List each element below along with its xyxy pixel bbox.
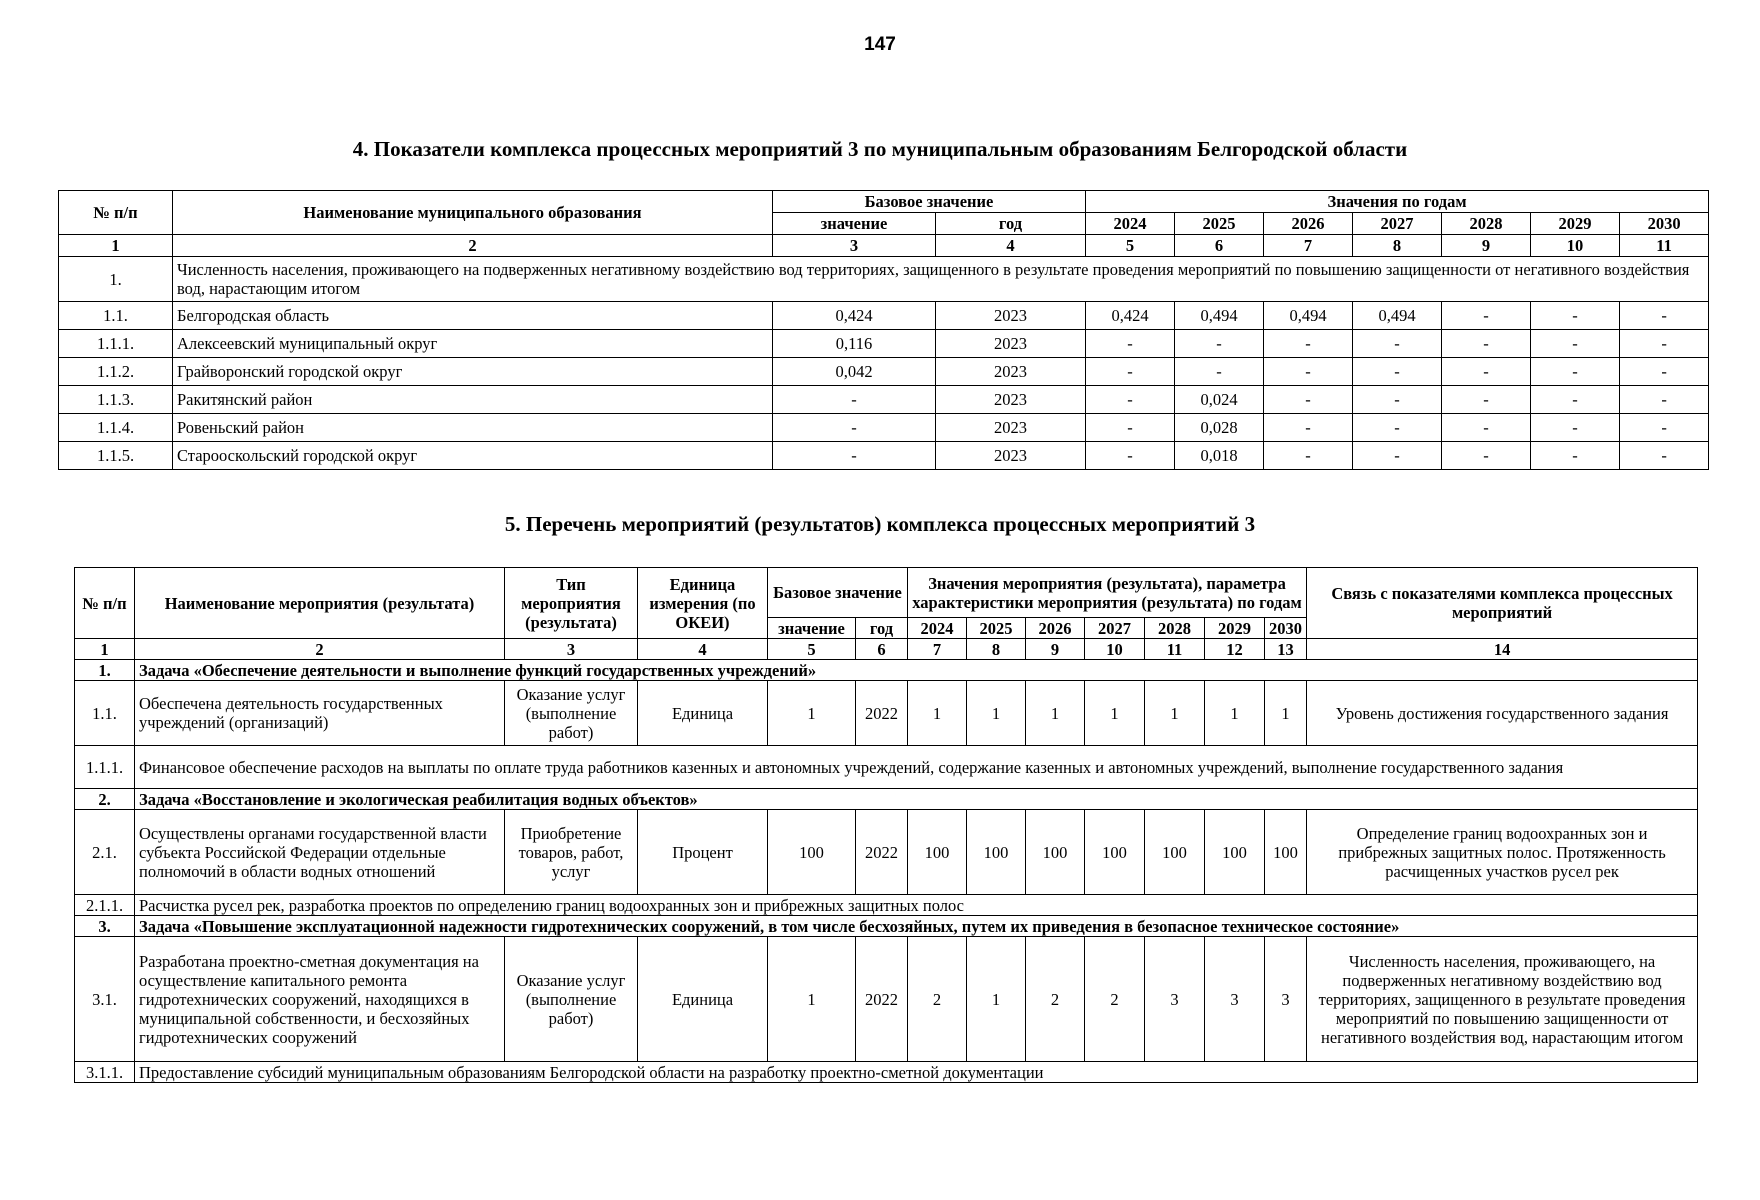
group-text: Численность населения, проживающего на подверженных негативному воздействию вод территориях, защищенного в результате проведения мероприятий по повышению защищенности от негативного воздействия вод, нарастающим итогом	[173, 257, 1709, 302]
index-cell: 8	[967, 639, 1026, 660]
municipality-name: Ракитянский район	[173, 386, 773, 414]
task-row	[75, 916, 1698, 937]
row-num: 1.1.	[59, 302, 173, 330]
subitem-row	[75, 1062, 1698, 1083]
index-cell: 6	[1175, 235, 1264, 257]
measure-type: Приобретение товаров, работ, услуг	[505, 810, 638, 895]
subitem-text: Финансовое обеспечение расходов на выплаты по оплате труда работников казенных и автономных учреждений, содержание казенных и автономных учреждений, выполнение государственного задания	[135, 746, 1698, 789]
table-row	[59, 442, 1709, 470]
year-value: -	[1264, 358, 1353, 386]
header-year: 2029	[1205, 618, 1265, 639]
index-cell: 8	[1353, 235, 1442, 257]
year-value: -	[1442, 358, 1531, 386]
header-years-group: Значения по годам	[1086, 191, 1709, 213]
subitem-num: 2.1.1.	[75, 895, 135, 916]
index-cell: 14	[1307, 639, 1698, 660]
measure-name: Разработана проектно-сметная документация на осуществление капитального ремонта гидротехнических сооружений, находящихся в муниципальной собственности, и бесхозяйных гидротехнических сооружений	[135, 937, 505, 1062]
table-row	[59, 302, 1709, 330]
measure-row	[75, 681, 1698, 746]
measure-year-value: 1	[908, 681, 967, 746]
year-value: -	[1620, 414, 1709, 442]
measure-year-value: 2	[1026, 937, 1085, 1062]
measure-year-value: 100	[1145, 810, 1205, 895]
header-base: Базовое значение	[768, 568, 908, 618]
header-year: 2026	[1264, 213, 1353, 235]
header-type: Тип мероприятия (результата)	[505, 568, 638, 639]
header-year: 2027	[1085, 618, 1145, 639]
header-year: 2024	[908, 618, 967, 639]
year-value: -	[1353, 386, 1442, 414]
year-value: -	[1353, 358, 1442, 386]
row-num: 1.1.4.	[59, 414, 173, 442]
base-year: 2023	[936, 386, 1086, 414]
measure-type: Оказание услуг (выполнение работ)	[505, 937, 638, 1062]
row-num: 1.1.2.	[59, 358, 173, 386]
index-cell: 5	[1086, 235, 1175, 257]
measure-year-value: 100	[1026, 810, 1085, 895]
year-value: -	[1086, 358, 1175, 386]
measure-num: 3.1.	[75, 937, 135, 1062]
task-text: Задача «Восстановление и экологическая реабилитация водных объектов»	[135, 789, 1698, 810]
measure-base-year: 2022	[856, 937, 908, 1062]
year-value: 0,028	[1175, 414, 1264, 442]
subitem-row	[75, 746, 1698, 789]
index-cell: 10	[1531, 235, 1620, 257]
header-link: Связь с показателями комплекса процессных мероприятий	[1307, 568, 1698, 639]
task-num: 1.	[75, 660, 135, 681]
measure-num: 1.1.	[75, 681, 135, 746]
header-year: 2025	[967, 618, 1026, 639]
header-year: 2027	[1353, 213, 1442, 235]
task-text: Задача «Повышение эксплуатационной надежности гидротехнических сооружений, в том числе бесхозяйных, путем их приведения в безопасное техническое состояние»	[135, 916, 1698, 937]
header-num: № п/п	[59, 191, 173, 235]
header-year: 2028	[1145, 618, 1205, 639]
measures-table	[74, 567, 1698, 1083]
index-cell: 12	[1205, 639, 1265, 660]
municipality-name: Грайворонский городской округ	[173, 358, 773, 386]
year-value: -	[1442, 386, 1531, 414]
year-value: 0,494	[1353, 302, 1442, 330]
index-cell: 6	[856, 639, 908, 660]
header-year: 2026	[1026, 618, 1085, 639]
measure-year-value: 1	[1205, 681, 1265, 746]
year-value: -	[1531, 386, 1620, 414]
year-value: -	[1620, 358, 1709, 386]
year-value: -	[1620, 330, 1709, 358]
measure-year-value: 100	[1085, 810, 1145, 895]
header-year: 2030	[1265, 618, 1307, 639]
year-value: -	[1086, 386, 1175, 414]
base-year: 2023	[936, 302, 1086, 330]
measure-year-value: 1	[1265, 681, 1307, 746]
base-value: 0,042	[773, 358, 936, 386]
page-number: 147	[864, 34, 896, 55]
measure-year-value: 100	[1205, 810, 1265, 895]
year-value: -	[1531, 358, 1620, 386]
year-value: -	[1353, 414, 1442, 442]
measure-name: Обеспечена деятельность государственных учреждений (организаций)	[135, 681, 505, 746]
header-name: Наименование муниципального образования	[173, 191, 773, 235]
subitem-num: 1.1.1.	[75, 746, 135, 789]
measure-year-value: 1	[967, 681, 1026, 746]
index-cell: 7	[1264, 235, 1353, 257]
table-row	[59, 358, 1709, 386]
year-value: -	[1264, 386, 1353, 414]
year-value: -	[1531, 330, 1620, 358]
year-value: -	[1264, 414, 1353, 442]
year-value: -	[1086, 414, 1175, 442]
year-value: -	[1264, 330, 1353, 358]
subitem-row	[75, 895, 1698, 916]
year-value: -	[1531, 442, 1620, 470]
year-value: -	[1620, 386, 1709, 414]
municipality-name: Белгородская область	[173, 302, 773, 330]
year-value: -	[1442, 414, 1531, 442]
group-num: 1.	[59, 257, 173, 302]
base-value: 0,424	[773, 302, 936, 330]
measure-year-value: 100	[1265, 810, 1307, 895]
measure-type: Оказание услуг (выполнение работ)	[505, 681, 638, 746]
year-value: -	[1175, 330, 1264, 358]
header-base-value: значение	[768, 618, 856, 639]
header-unit: Единица измерения (по ОКЕИ)	[638, 568, 768, 639]
index-cell: 1	[59, 235, 173, 257]
measure-row	[75, 937, 1698, 1062]
measure-unit: Единица	[638, 681, 768, 746]
index-cell: 2	[173, 235, 773, 257]
measure-year-value: 2	[908, 937, 967, 1062]
base-year: 2023	[936, 414, 1086, 442]
header-num: № п/п	[75, 568, 135, 639]
table-row	[59, 386, 1709, 414]
header-base: Базовое значение	[773, 191, 1086, 213]
subitem-text: Расчистка русел рек, разработка проектов по определению границ водоохранных зон и прибрежных защитных полос	[135, 895, 1698, 916]
index-cell: 7	[908, 639, 967, 660]
year-value: -	[1086, 442, 1175, 470]
header-base-year: год	[936, 213, 1086, 235]
index-cell: 10	[1085, 639, 1145, 660]
year-value: -	[1264, 442, 1353, 470]
section-4-title: 4. Показатели комплекса процессных мероприятий 3 по муниципальным образованиям Белгородской области	[352, 137, 1408, 161]
measure-year-value: 1	[1026, 681, 1085, 746]
measure-base-value: 1	[768, 681, 856, 746]
base-year: 2023	[936, 330, 1086, 358]
index-cell: 3	[505, 639, 638, 660]
subitem-text: Предоставление субсидий муниципальным образованиям Белгородской области на разработку проектно-сметной документации	[135, 1062, 1698, 1083]
year-value: 0,018	[1175, 442, 1264, 470]
base-year: 2023	[936, 442, 1086, 470]
task-row	[75, 789, 1698, 810]
task-text: Задача «Обеспечение деятельности и выполнение функций государственных учреждений»	[135, 660, 1698, 681]
measure-link: Определение границ водоохранных зон и прибрежных защитных полос. Протяженность расчищенных участков русел рек	[1307, 810, 1698, 895]
municipality-name: Старооскольский городской округ	[173, 442, 773, 470]
measure-year-value: 3	[1265, 937, 1307, 1062]
section-5-title: 5. Перечень мероприятий (результатов) комплекса процессных мероприятий 3	[504, 512, 1256, 536]
year-value: -	[1353, 442, 1442, 470]
year-value: 0,424	[1086, 302, 1175, 330]
year-value: -	[1531, 414, 1620, 442]
year-value: -	[1086, 330, 1175, 358]
measure-link: Численность населения, проживающего, на подверженных негативному воздействию вод территориях, защищенного в результате проведения мероприятий по повышению защищенности от негативного воздействия вод, нарастающим итогом	[1307, 937, 1698, 1062]
row-num: 1.1.1.	[59, 330, 173, 358]
measure-base-year: 2022	[856, 681, 908, 746]
header-year: 2029	[1531, 213, 1620, 235]
measure-year-value: 2	[1085, 937, 1145, 1062]
header-year: 2025	[1175, 213, 1264, 235]
index-cell: 1	[75, 639, 135, 660]
measure-year-value: 1	[1085, 681, 1145, 746]
measure-year-value: 1	[1145, 681, 1205, 746]
task-num: 3.	[75, 916, 135, 937]
group-row	[59, 257, 1709, 302]
measure-year-value: 3	[1145, 937, 1205, 1062]
header-year: 2024	[1086, 213, 1175, 235]
row-num: 1.1.3.	[59, 386, 173, 414]
index-cell: 3	[773, 235, 936, 257]
index-cell: 13	[1265, 639, 1307, 660]
measure-name: Осуществлены органами государственной власти субъекта Российской Федерации отдельные полномочий в области водных отношений	[135, 810, 505, 895]
measure-base-value: 100	[768, 810, 856, 895]
base-value: -	[773, 414, 936, 442]
year-value: -	[1620, 442, 1709, 470]
year-value: -	[1175, 358, 1264, 386]
header-name: Наименование мероприятия (результата)	[135, 568, 505, 639]
header-year: 2028	[1442, 213, 1531, 235]
base-value: -	[773, 442, 936, 470]
header-base-value: значение	[773, 213, 936, 235]
year-value: 0,494	[1175, 302, 1264, 330]
index-row	[75, 639, 1698, 660]
index-cell: 4	[638, 639, 768, 660]
measure-row	[75, 810, 1698, 895]
header-base-year: год	[856, 618, 908, 639]
header-years-group: Значения мероприятия (результата), параметра характеристики мероприятия (результата) по годам	[908, 568, 1307, 618]
year-value: 0,494	[1264, 302, 1353, 330]
measure-link: Уровень достижения государственного задания	[1307, 681, 1698, 746]
row-num: 1.1.5.	[59, 442, 173, 470]
year-value: 0,024	[1175, 386, 1264, 414]
year-value: -	[1442, 442, 1531, 470]
measure-base-year: 2022	[856, 810, 908, 895]
task-row	[75, 660, 1698, 681]
year-value: -	[1531, 302, 1620, 330]
indicators-table	[58, 190, 1709, 470]
measure-year-value: 1	[967, 937, 1026, 1062]
municipality-name: Алексеевский муниципальный округ	[173, 330, 773, 358]
table-row	[59, 414, 1709, 442]
measure-unit: Процент	[638, 810, 768, 895]
header-year: 2030	[1620, 213, 1709, 235]
base-value: -	[773, 386, 936, 414]
index-cell: 4	[936, 235, 1086, 257]
year-value: -	[1620, 302, 1709, 330]
index-cell: 9	[1026, 639, 1085, 660]
year-value: -	[1353, 330, 1442, 358]
task-num: 2.	[75, 789, 135, 810]
base-year: 2023	[936, 358, 1086, 386]
municipality-name: Ровеньский район	[173, 414, 773, 442]
index-cell: 5	[768, 639, 856, 660]
measure-num: 2.1.	[75, 810, 135, 895]
measure-year-value: 100	[908, 810, 967, 895]
measure-unit: Единица	[638, 937, 768, 1062]
subitem-num: 3.1.1.	[75, 1062, 135, 1083]
measure-year-value: 3	[1205, 937, 1265, 1062]
index-cell: 2	[135, 639, 505, 660]
year-value: -	[1442, 330, 1531, 358]
table-row	[59, 330, 1709, 358]
base-value: 0,116	[773, 330, 936, 358]
index-cell: 11	[1145, 639, 1205, 660]
index-row	[59, 235, 1709, 257]
measure-base-value: 1	[768, 937, 856, 1062]
measure-year-value: 100	[967, 810, 1026, 895]
index-cell: 11	[1620, 235, 1709, 257]
index-cell: 9	[1442, 235, 1531, 257]
year-value: -	[1442, 302, 1531, 330]
